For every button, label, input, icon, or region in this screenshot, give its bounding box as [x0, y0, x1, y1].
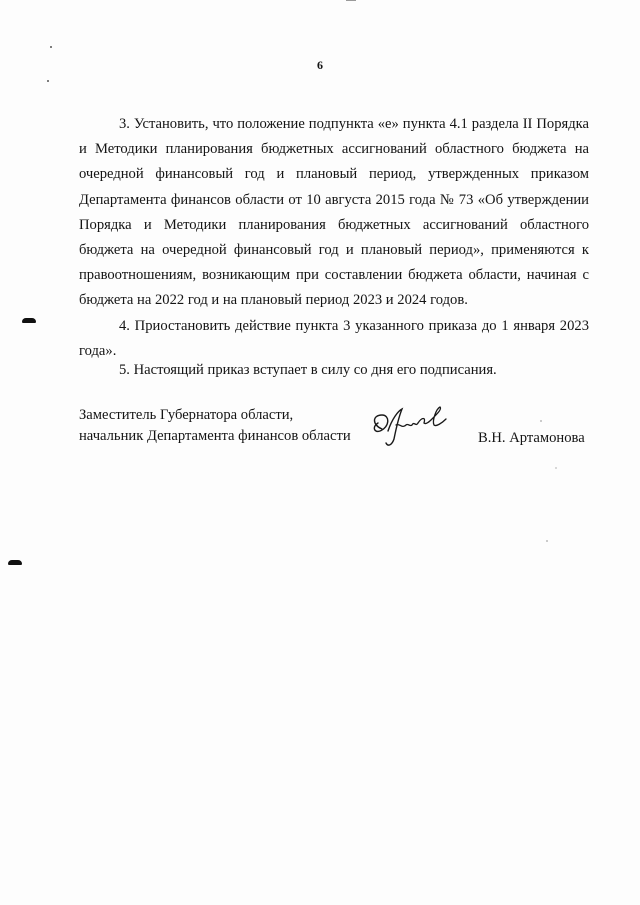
paragraph-3-line: очередной финансовый год и плановый период, утвержденных приказом	[79, 166, 589, 183]
handwritten-signature-icon	[368, 405, 450, 451]
paragraph-3-line: 3. Установить, что положение подпункта «е» пункта 4.1 раздела II Порядка	[119, 116, 589, 132]
paragraph-4	[79, 314, 589, 364]
scan-speck	[540, 420, 542, 422]
binding-hole-mark-icon	[8, 560, 22, 565]
signatory-position	[79, 405, 351, 447]
paragraph-5-line: 5. Настоящий приказ вступает в силу со дня его подписания.	[119, 362, 497, 378]
scan-speck	[50, 46, 52, 48]
paragraph-3-line: Порядка и Методики планирования бюджетных ассигнований областного	[79, 216, 589, 233]
signatory-position-line-2: начальник Департамента финансов области	[79, 428, 351, 444]
paragraph-3-line: бюджета на очередной финансовый год и плановый период», применяются к	[79, 242, 589, 259]
scan-edge-mark	[346, 0, 356, 1]
signatory-name: В.Н. Артамонова	[478, 430, 585, 446]
scan-speck	[47, 80, 49, 82]
scan-speck	[546, 540, 548, 542]
paragraph-3-line: Департамента финансов области от 10 августа 2015 года № 73 «Об утверждении	[79, 191, 589, 208]
paragraph-4-line: 4. Приостановить действие пункта 3 указанного приказа до 1 января 2023	[119, 318, 589, 334]
paragraph-5	[79, 358, 589, 383]
page-number: 6	[317, 58, 323, 72]
paragraph-3-line: правоотношениям, возникающим при составлении бюджета области, начиная с	[79, 267, 589, 284]
binding-hole-mark-icon	[22, 318, 36, 323]
paragraph-3-line: бюджета на 2022 год и на плановый период 2023 и 2024 годов.	[79, 292, 468, 309]
paragraph-3-line: и Методики планирования бюджетных ассигнований областного бюджета на	[79, 141, 589, 158]
scan-speck	[555, 467, 557, 469]
signatory-position-line-1: Заместитель Губернатора области,	[79, 407, 294, 423]
paragraph-3	[79, 112, 589, 314]
paragraph-4-line: года».	[79, 343, 117, 360]
